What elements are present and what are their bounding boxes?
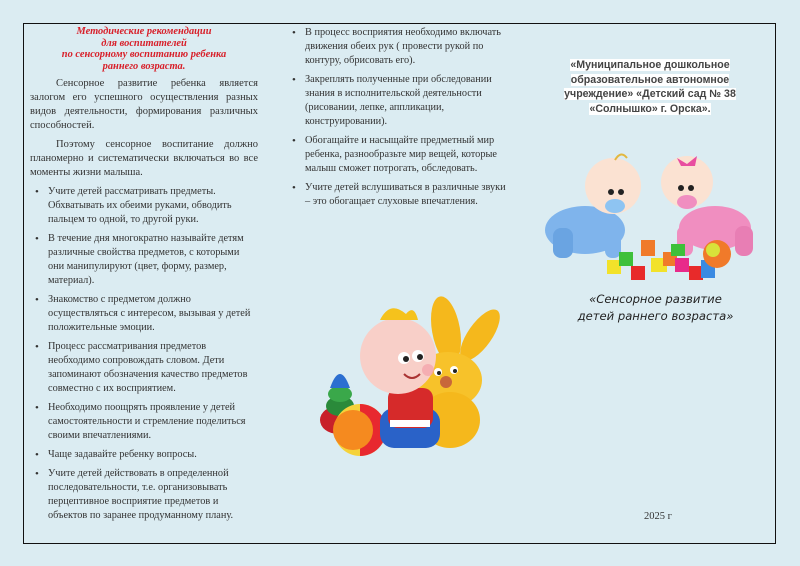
baby-in-blue (545, 154, 641, 258)
toy-blocks (607, 240, 731, 280)
list-item: • Учите детей вслушиваться в различные звуки – это обогащает слуховые впечатления. (305, 181, 513, 209)
list-item: • Необходимо поощрять проявление у детей самостоятельности и стремление поделиться своими впечатлениями. (48, 401, 258, 443)
year-label: 2025 г (644, 511, 672, 522)
boy-with-bunny-illustration (298, 290, 508, 460)
institution-line: образовательное автономное (570, 73, 730, 86)
title-line: для воспитателей (101, 37, 187, 49)
list-item: • В процесс восприятия необходимо включать движения обеих рук ( провести рукой по контуру, обрисовать его). (305, 26, 513, 68)
left-column (30, 26, 258, 528)
list-item: • Учите детей действовать в определенной последовательности, т.е. организовывать перцептивное восприятие предметов и объектов по заранее продуманному плану. (48, 467, 258, 523)
title-line: раннего возраста. (102, 60, 186, 72)
subtitle-line: детей раннего возраста» (577, 308, 734, 323)
intro-paragraph: Сенсорное развитие ребенка является залогом его успешного осуществления разных видов деятельности, формирования различных способностей. (30, 78, 258, 132)
middle-column (285, 26, 513, 214)
subtitle-line: «Сенсорное развитие (589, 292, 722, 306)
list-item: • Чаще задавайте ребенку вопросы. (48, 448, 258, 462)
list-item: • Процесс рассматривания предметов необходимо сопровождать словом. Дети запоминают обозначения качество предметов совместно с их восприятием. (48, 340, 258, 396)
institution-line: «Солнышко» г. Орска». (589, 102, 711, 115)
intro-paragraph: Поэтому сенсорное воспитание должно планомерно и систематически включаться во все моменты жизни малыша. (30, 139, 258, 179)
list-item: • Закреплять полученные при обследовании знания в исполнительской деятельности (рисовании, лепке, аппликации, конструировании). (305, 73, 513, 129)
title-line: Методические рекомендации (76, 26, 212, 37)
recommendations-title (30, 26, 258, 72)
babies-with-blocks-illustration (545, 148, 765, 283)
list-item: • Обогащайте и насыщайте предметный мир ребенка, разнообразьте мир вещей, которые малыш сможет потрогать, обследовать. (305, 134, 513, 176)
list-item: • В течение дня многократно называйте детям различные свойства предметов, с которыми они манипулируют (цвет, форму, размер, материал). (48, 232, 258, 288)
institution-line: «Муниципальное дошкольное (570, 59, 730, 71)
brochure-subtitle (553, 291, 758, 324)
baby-in-pink (661, 156, 753, 256)
institution-name (560, 58, 740, 116)
institution-line: учреждение» «Детский сад № 38 (564, 88, 736, 101)
title-line: по сенсорному воспитанию ребенка (61, 49, 227, 61)
list-item: • Знакомство с предметом должно осуществляться с интересом, вызывая у детей положительные эмоции. (48, 293, 258, 335)
list-item: • Учите детей рассматривать предметы. Обхватывать их обеими руками, обводить пальцем то одной, то другой руки. (48, 185, 258, 227)
recommendation-list (30, 185, 258, 523)
recommendation-list (285, 26, 513, 209)
